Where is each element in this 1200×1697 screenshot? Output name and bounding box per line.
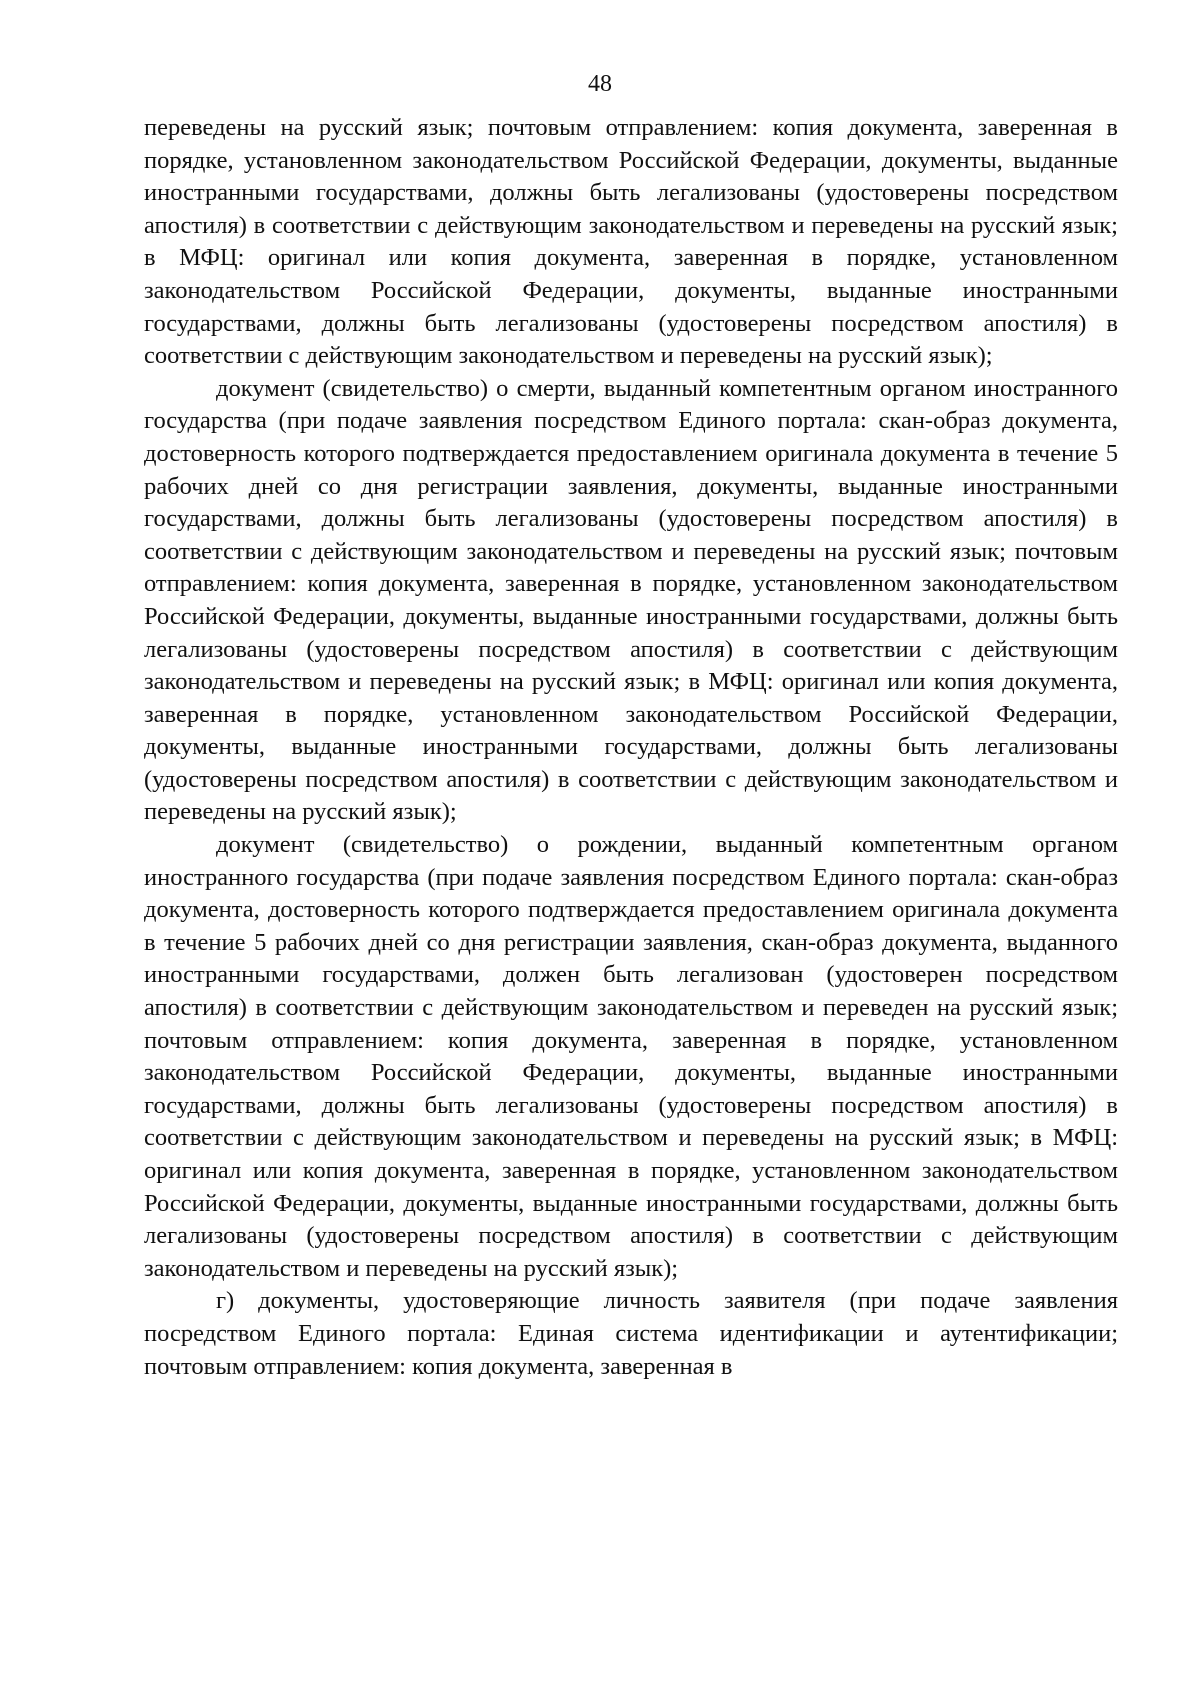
paragraph-continuation: переведены на русский язык; почтовым отправлением: копия документа, заверенная в порядке, установленном законодательством Российской Федерации, документы, выданные иностранными государствами, должны быть легализованы (удостоверены посредством апостиля) в соответствии с действующим законодательством и переведены на русский язык; в МФЦ: оригинал или копия документа, заверенная в порядке, установленном законодательством Российской Федерации, документы, выданные иностранными государствами, должны быть легализованы (удостоверены посредством апостиля) в соответствии с действующим законодательством и переведены на русский язык); [144, 114, 1118, 370]
paragraph-birth-certificate: документ (свидетельство) о рождении, выданный компетентным органом иностранного государства (при подаче заявления посредством Единого портала: скан-образ документа, достоверность которого подтверждается предоставлением оригинала документа в течение 5 рабочих дней со дня регистрации заявления, скан-образ документа, выданного иностранными государствами, должен быть легализован (удостоверен посредством апостиля) в соответствии с действующим законодательством и переведен на русский язык; почтовым отправлением: копия документа, заверенная в порядке, установленном законодательством Российской Федерации, документы, выданные иностранными государствами, должны быть легализованы (удостоверены посредством апостиля) в соответствии с действующим законодательством и переведены на русский язык; в МФЦ: оригинал или копия документа, заверенная в порядке, установленном законодательством Российской Федерации, документы, выданные иностранными государствами, должны быть легализованы (удостоверены посредством апостиля) в соответствии с действующим законодательством и переведены на русский язык); [144, 831, 1118, 1282]
page-number: 48 [588, 71, 612, 97]
paragraph-death-certificate: документ (свидетельство) о смерти, выданный компетентным органом иностранного государства (при подаче заявления посредством Единого портала: скан-образ документа, достоверность которого подтверждается предоставлением оригинала документа в течение 5 рабочих дней со дня регистрации заявления, документы, выданные иностранными государствами, должны быть легализованы (удостоверены посредством апостиля) в соответствии с действующим законодательством и переведены на русский язык; почтовым отправлением: копия документа, заверенная в порядке, установленном законодательством Российской Федерации, документы, выданные иностранными государствами, должны быть легализованы (удостоверены посредством апостиля) в соответствии с действующим законодательством и переведены на русский язык; в МФЦ: оригинал или копия документа, заверенная в порядке, установленном законодательством Российской Федерации, документы, выданные иностранными государствами, должны быть легализованы (удостоверены посредством апостиля) в соответствии с действующим законодательством и переведены на русский язык); [144, 374, 1118, 826]
body-text [144, 112, 1118, 1383]
paragraph-identity-documents: г) документы, удостоверяющие личность заявителя (при подаче заявления посредством Единого портала: Единая система идентификации и аутентификации; почтовым отправлением: копия документа, заверенная в [144, 1287, 1118, 1380]
